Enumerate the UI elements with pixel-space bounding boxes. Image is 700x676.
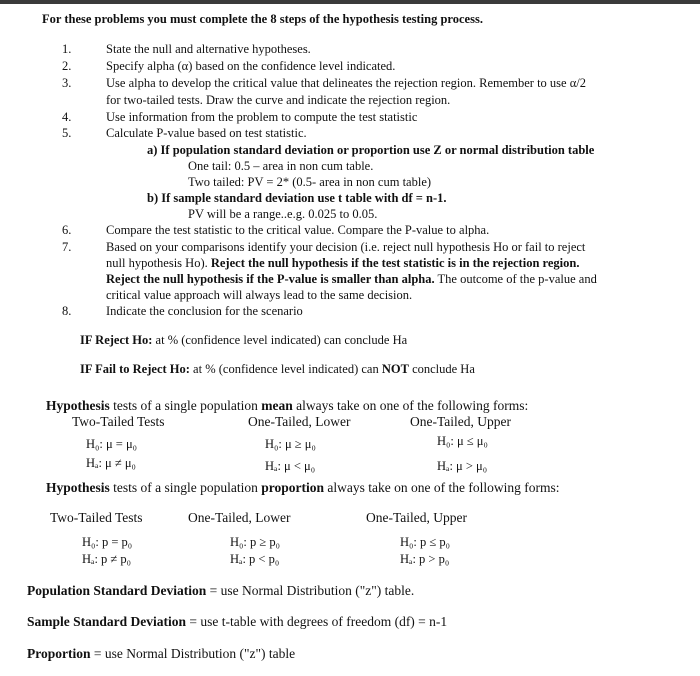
proportion-intro-bold-1: Hypothesis — [46, 480, 110, 495]
step-5b-line-1: PV will be a range..e.g. 0.025 to 0.05. — [188, 207, 378, 221]
step-8-number: 8. — [62, 304, 72, 318]
mean-lower-ha: Hₐ: μ < μ₀ — [265, 459, 316, 473]
step-5a-line-1: One tail: 0.5 – area in non cum table. — [188, 159, 374, 173]
step-5b-title: b) If sample standard deviation use t table with df = n-1. — [147, 191, 447, 205]
mean-upper-h0: H₀: μ ≤ μ₀ — [437, 434, 488, 448]
mean-upper-ha: Hₐ: μ > μ₀ — [437, 459, 488, 473]
sample-sd-note — [27, 614, 447, 629]
step-7-line-3-bold: Reject the null hypothesis if the P-value is smaller than alpha. — [106, 272, 435, 286]
proportion-two-ha: Hₐ: p ≠ p₀ — [82, 552, 132, 566]
step-7-line-2-plain: null hypothesis Ho). — [106, 256, 211, 270]
fail-text-a: at % (confidence level indicated) can — [189, 362, 382, 376]
proportion-text: = use Normal Distribution ("z") table — [90, 646, 296, 661]
mean-intro-bold-1: Hypothesis — [46, 398, 110, 413]
mean-col-two-tailed: Two-Tailed Tests — [72, 414, 165, 429]
proportion-upper-h0: H₀: p ≤ p₀ — [400, 535, 450, 549]
mean-two-ha: Hₐ: μ ≠ μ₀ — [86, 456, 136, 470]
fail-not: NOT — [381, 362, 409, 376]
step-5-number: 5. — [62, 126, 72, 140]
population-sd-text: = use Normal Distribution ("z") table. — [206, 583, 415, 598]
reject-conclusion — [80, 333, 407, 348]
fail-conclusion — [80, 362, 475, 377]
step-5-text: Calculate P-value based on test statistic. — [106, 126, 307, 140]
mean-lower-h0: H₀: μ ≥ μ₀ — [265, 437, 316, 451]
step-7-line-3 — [106, 272, 597, 287]
step-4-number: 4. — [62, 110, 72, 124]
proportion-intro — [46, 480, 559, 495]
proportion-intro-plain-2: always take on one of the following forms: — [324, 480, 560, 495]
reject-text: at % (confidence level indicated) can conclude Ha — [152, 333, 408, 347]
step-2-number: 2. — [62, 59, 72, 73]
step-1-text: State the null and alternative hypotheses. — [106, 42, 311, 56]
proportion-label: Proportion — [27, 646, 91, 661]
proportion-lower-ha: Hₐ: p < p₀ — [230, 552, 280, 566]
fail-label: IF Fail to Reject Ho: — [80, 362, 190, 376]
population-sd-note — [27, 583, 414, 598]
step-3-number: 3. — [62, 76, 72, 90]
step-7-line-1: Based on your comparisons identify your decision (i.e. reject null hypothesis Ho or fail to reject — [106, 240, 586, 254]
mean-intro-plain-1: tests of a single population — [109, 398, 262, 413]
step-1-number: 1. — [62, 42, 72, 56]
step-5a-title: a) If population standard deviation or proportion use Z or normal distribution table — [147, 143, 595, 157]
proportion-note — [27, 646, 295, 661]
mean-intro — [46, 398, 528, 413]
step-7-line-2-bold: Reject the null hypothesis if the test statistic is in the rejection region. — [210, 256, 580, 270]
step-8-text: Indicate the conclusion for the scenario — [106, 304, 303, 318]
sample-sd-label: Sample Standard Deviation — [27, 614, 187, 629]
step-3-line-2: for two-tailed tests. Draw the curve and indicate the rejection region. — [106, 93, 451, 107]
proportion-two-h0: H₀: p = p₀ — [82, 535, 133, 549]
step-3-line-1: Use alpha to develop the critical value that delineates the rejection region. Remember to use α/2 — [106, 76, 586, 90]
proportion-lower-h0: H₀: p ≥ p₀ — [230, 535, 280, 549]
mean-col-upper: One-Tailed, Upper — [410, 414, 512, 429]
sample-sd-text: = use t-table with degrees of freedom (df) = n-1 — [186, 614, 448, 629]
mean-intro-bold-2: mean — [261, 398, 293, 413]
header-instructions: For these problems you must complete the 8 steps of the hypothesis testing process. — [42, 12, 483, 26]
top-border — [0, 0, 700, 4]
step-4-text: Use information from the problem to compute the test statistic — [106, 110, 418, 124]
proportion-upper-ha: Hₐ: p > p₀ — [400, 552, 450, 566]
step-7-line-3-plain: The outcome of the p-value and — [434, 272, 597, 286]
proportion-col-lower: One-Tailed, Lower — [188, 510, 291, 525]
step-6-text: Compare the test statistic to the critical value. Compare the P-value to alpha. — [106, 223, 490, 237]
proportion-col-two-tailed: Two-Tailed Tests — [50, 510, 143, 525]
step-7-line-4: critical value approach will always lead to the same decision. — [106, 288, 413, 302]
mean-intro-plain-2: always take on one of the following forms: — [292, 398, 529, 413]
step-2-text: Specify alpha (α) based on the confidence level indicated. — [106, 59, 396, 73]
fail-text-b: conclude Ha — [408, 362, 475, 376]
step-7-line-2 — [106, 256, 579, 271]
mean-two-h0: H₀: μ = μ₀ — [86, 437, 138, 451]
reject-label: IF Reject Ho: — [80, 333, 153, 347]
step-6-number: 6. — [62, 223, 72, 237]
proportion-intro-bold-2: proportion — [261, 480, 325, 495]
step-7-number: 7. — [62, 240, 72, 254]
proportion-col-upper: One-Tailed, Upper — [366, 510, 468, 525]
proportion-intro-plain-1: tests of a single population — [109, 480, 262, 495]
population-sd-label: Population Standard Deviation — [27, 583, 207, 598]
step-5a-line-2: Two tailed: PV = 2* (0.5- area in non cum table) — [188, 175, 432, 189]
mean-col-lower: One-Tailed, Lower — [248, 414, 351, 429]
